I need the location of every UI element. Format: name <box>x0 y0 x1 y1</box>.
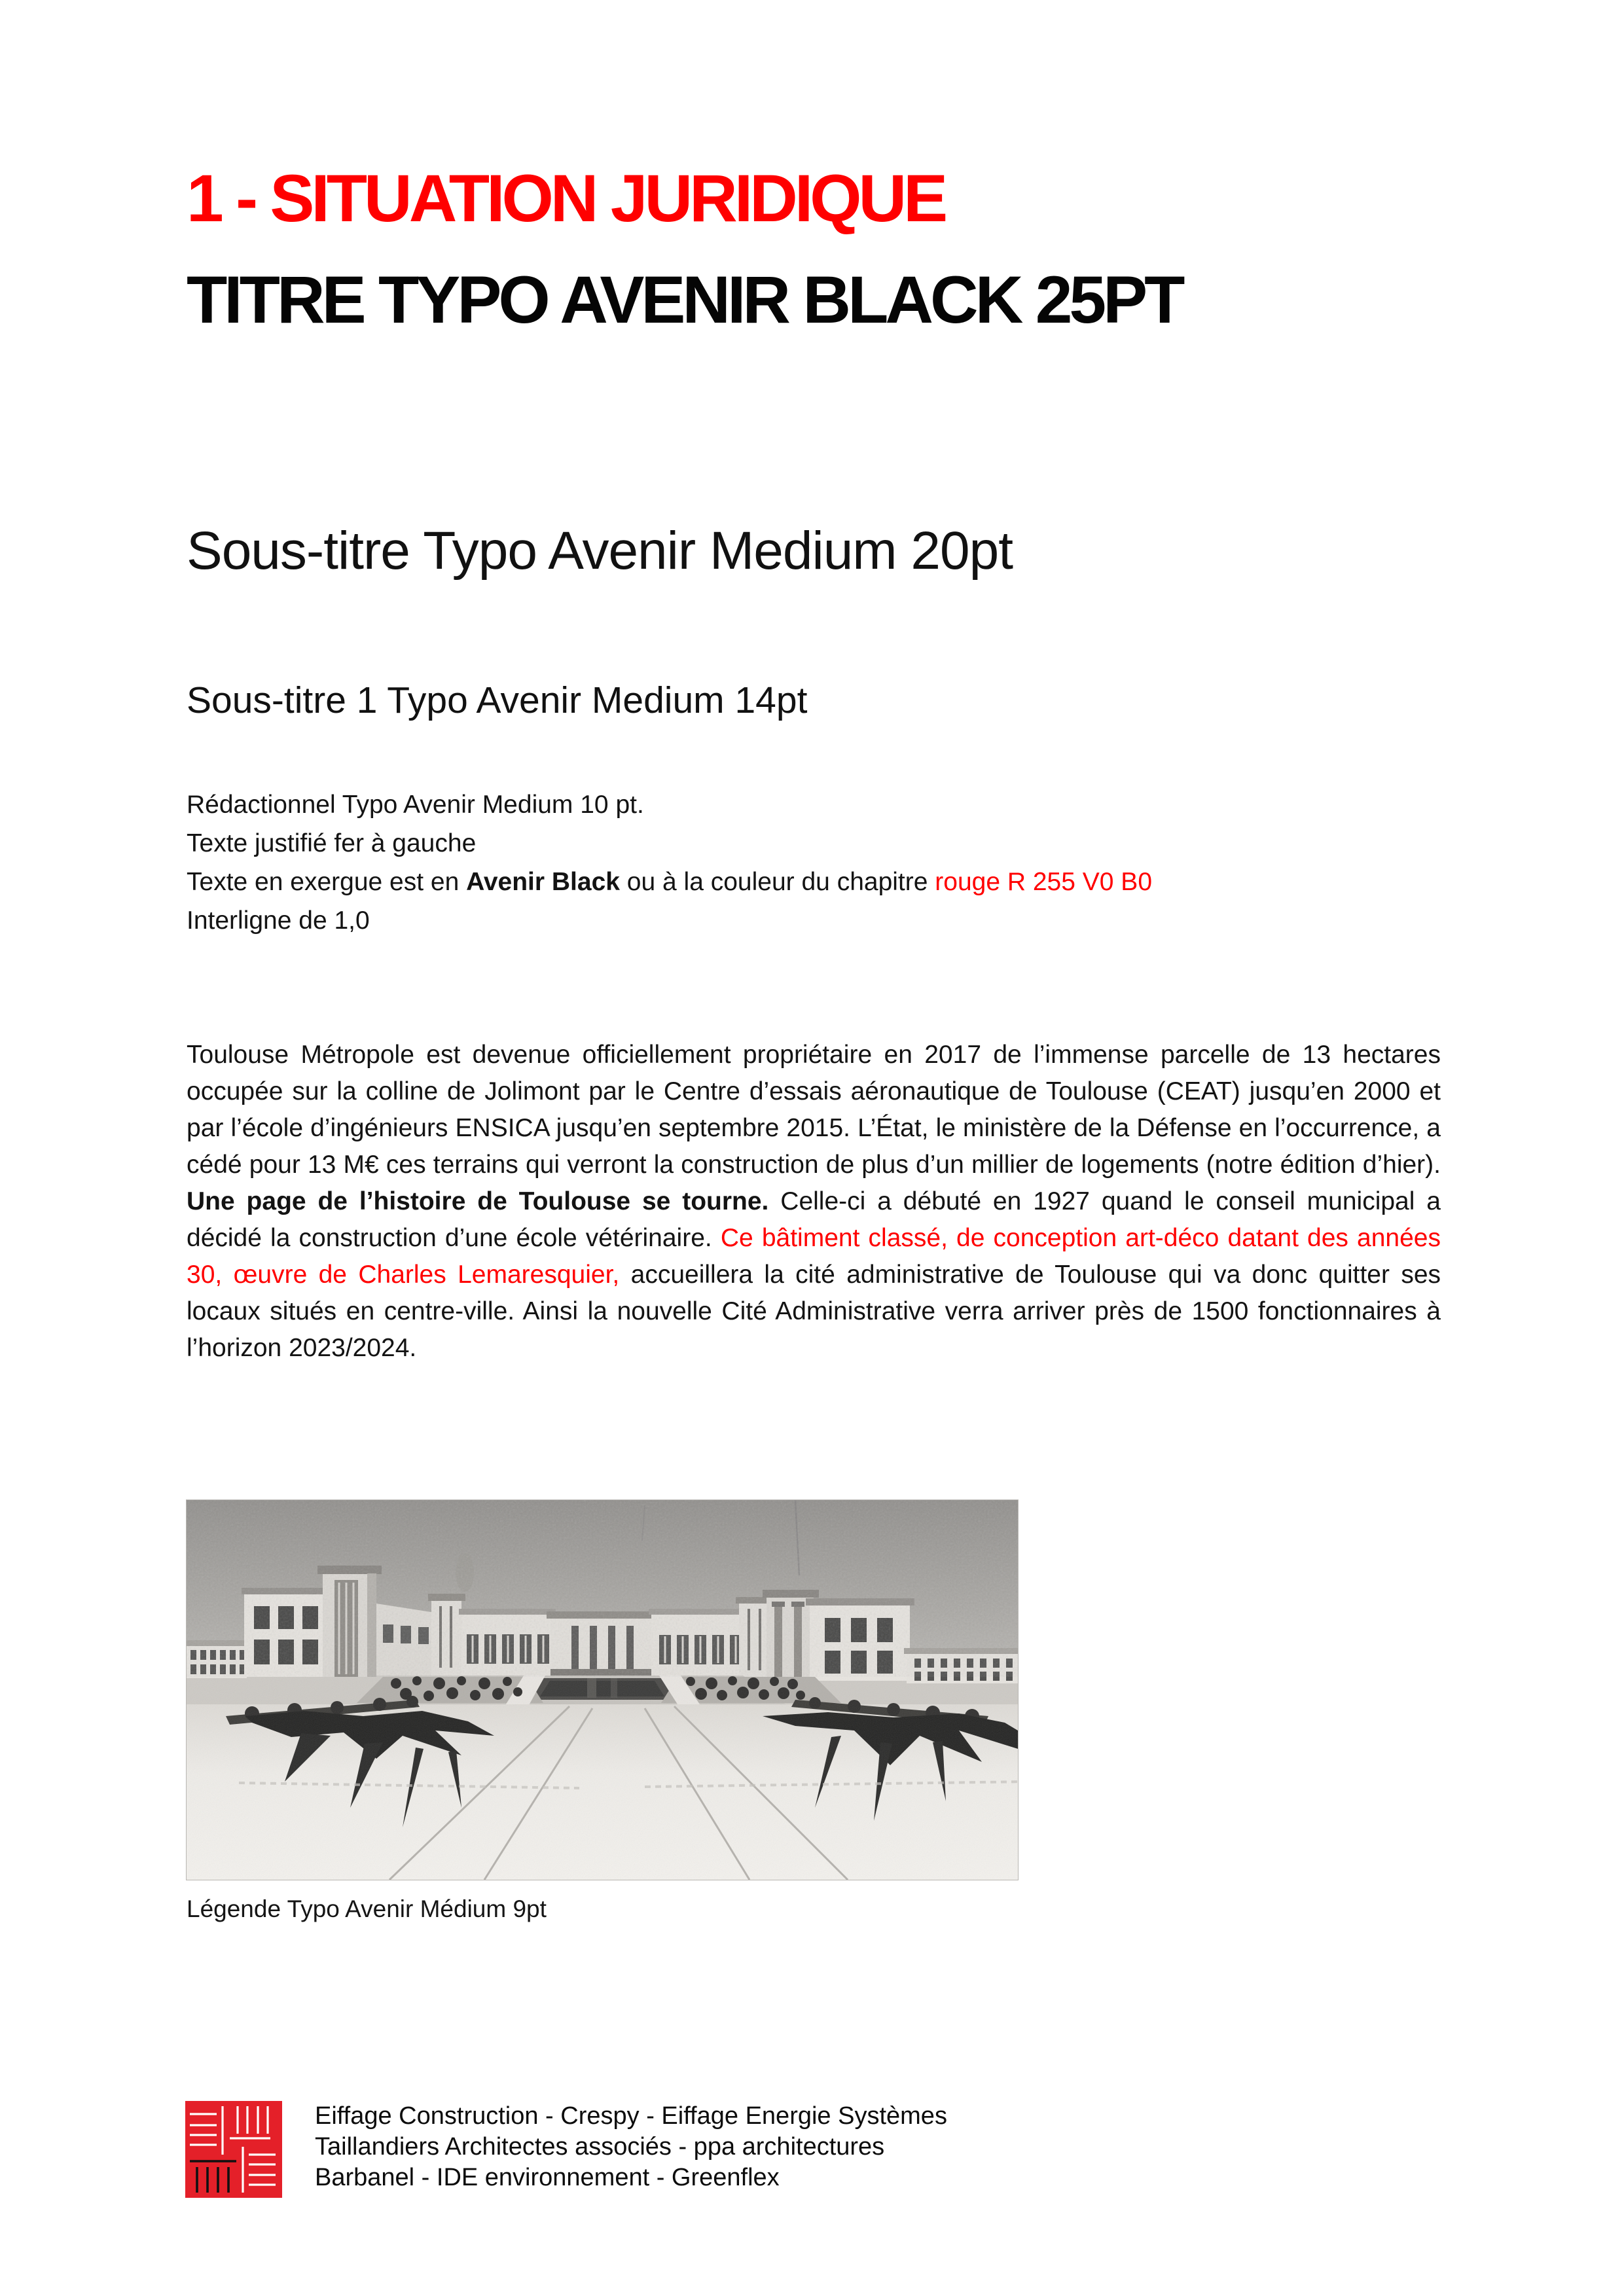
footer-credits <box>315 2101 947 2193</box>
credit-line: Taillandiers Architectes associés - ppa architectures <box>315 2133 885 2161</box>
paragraph-red-exergue: Ce bâtiment classé, de conception art-déco datant des années 30, œuvre de Charles Lemaresquier, <box>187 1224 1441 1289</box>
spec-line-3-red: rouge R 255 V0 B0 <box>935 868 1153 896</box>
figure-archival-photo <box>187 1500 1018 1880</box>
chapter-title: 1 - SITUATION JURIDIQUE <box>187 161 945 236</box>
building-photo-illustration <box>187 1500 1018 1880</box>
paragraph-bold-exergue: Une page de l’histoire de Toulouse se tourne. <box>187 1187 769 1215</box>
paragraph-part-1: Toulouse Métropole est devenue officiellement propriétaire en 2017 de l’immense parcelle de 13 hectares occupée sur la colline de Jolimont par le Centre d’essais aéronautique de Toulouse (CEAT) jusqu’en 2000 et par l’école d’ingénieurs ENSICA jusqu’en septembre 2015. L’État, le ministère de la Défense en l’occurrence, a cédé pour 13 M€ ces terrains qui verront la construction de plus d’un millier de logements (notre édition d’hier). <box>187 1041 1441 1179</box>
subtitle-level-2: Sous-titre 1 Typo Avenir Medium 14pt <box>187 679 808 721</box>
spec-line-3-bold: Avenir Black <box>466 868 620 896</box>
paragraph-part-3: accueillera la cité administrative de Toulouse qui va donc quitter ses locaux situés en centre-ville. Ainsi la nouvelle Cité Administrative verra arriver près de 1500 fonctionnaires à l’horizon 2023/2024. <box>187 1261 1441 1362</box>
spec-line-4: Interligne de 1,0 <box>187 906 370 935</box>
credit-line: Barbanel - IDE environnement - Greenflex <box>315 2164 780 2191</box>
photo-grain-overlay <box>187 1500 1018 1880</box>
subtitle-level-1: Sous-titre Typo Avenir Medium 20pt <box>187 521 1013 581</box>
footer-logo <box>185 2101 282 2198</box>
body-paragraph <box>187 1037 1441 1367</box>
spec-line-3-middle: ou à la couleur du chapitre <box>619 868 935 896</box>
spec-line-3-prefix: Texte en exergue est en <box>187 868 467 896</box>
figure-caption: Légende Typo Avenir Médium 9pt <box>187 1895 547 1922</box>
spec-line-1: Rédactionnel Typo Avenir Medium 10 pt. <box>187 791 644 819</box>
typo-spec-block <box>187 785 1152 940</box>
spec-line-3 <box>187 863 1152 901</box>
red-grid-lines-logo-icon <box>185 2101 282 2198</box>
paragraph-part-2: Celle-ci a débuté en 1927 quand le conseil municipal a décidé la construction d’une école vétérinaire. <box>187 1187 1441 1252</box>
document-title: TITRE TYPO AVENIR BLACK 25PT <box>187 262 1182 337</box>
spec-line-2: Texte justifié fer à gauche <box>187 829 477 857</box>
credit-line: Eiffage Construction - Crespy - Eiffage Energie Systèmes <box>315 2102 947 2130</box>
